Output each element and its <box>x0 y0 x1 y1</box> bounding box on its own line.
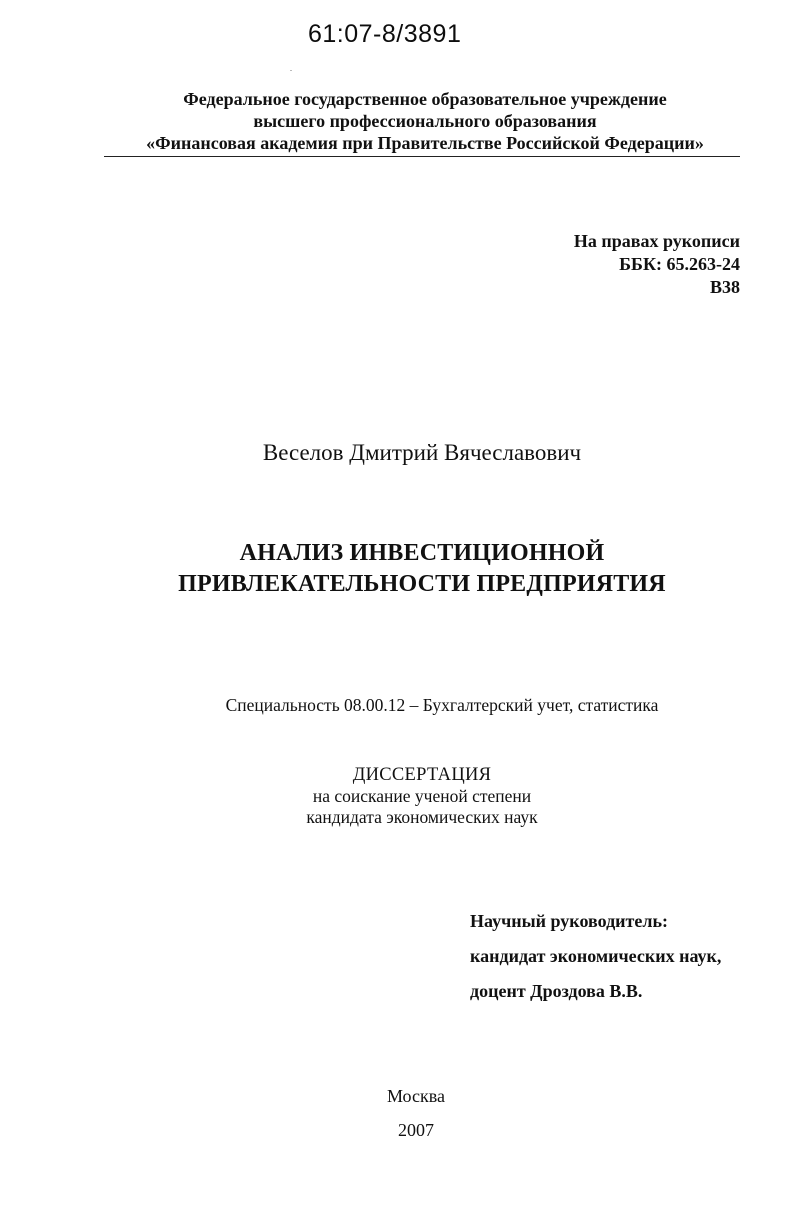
dissertation-degree: кандидата экономических наук <box>306 807 538 827</box>
supervisor-block <box>470 904 721 1009</box>
bbk-code: ББК: 65.263-24 <box>619 254 740 274</box>
footer-year: 2007 <box>398 1120 434 1140</box>
footer-city: Москва <box>387 1086 445 1106</box>
title-line-1: АНАЛИЗ ИНВЕСТИЦИОННОЙ <box>239 540 605 566</box>
header-divider <box>104 156 740 157</box>
institution-line-2: высшего профессионального образования <box>253 111 597 131</box>
dissertation-heading: ДИССЕРТАЦИЯ <box>352 765 492 785</box>
supervisor-name: доцент Дроздова В.В. <box>470 981 643 1001</box>
dissertation-block <box>0 765 798 828</box>
author-code: В38 <box>709 277 740 297</box>
manuscript-block <box>574 230 740 299</box>
supervisor-degree: кандидат экономических наук, <box>470 946 722 966</box>
institution-line-1: Федеральное государственное образовательное учреждение <box>183 89 667 109</box>
specialty-line: Специальность 08.00.12 – Бухгалтерский учет, статистика <box>225 695 659 715</box>
dissertation-title <box>0 538 798 600</box>
institution-header <box>100 88 750 154</box>
footer-block <box>0 1079 798 1147</box>
institution-line-3: «Финансовая академия при Правительстве Российской Федерации» <box>146 133 704 153</box>
title-line-2: ПРИВЛЕКАТЕЛЬНОСТИ ПРЕДПРИЯТИЯ <box>178 571 666 597</box>
supervisor-label: Научный руководитель: <box>470 911 668 931</box>
manuscript-rights: На правах рукописи <box>573 231 740 251</box>
author-name: Веселов Дмитрий Вячеславович <box>262 440 582 465</box>
dissertation-purpose: на соискание ученой степени <box>312 786 532 806</box>
scan-speck <box>290 70 292 71</box>
catalog-number: 61:07-8/3891 <box>308 20 462 48</box>
